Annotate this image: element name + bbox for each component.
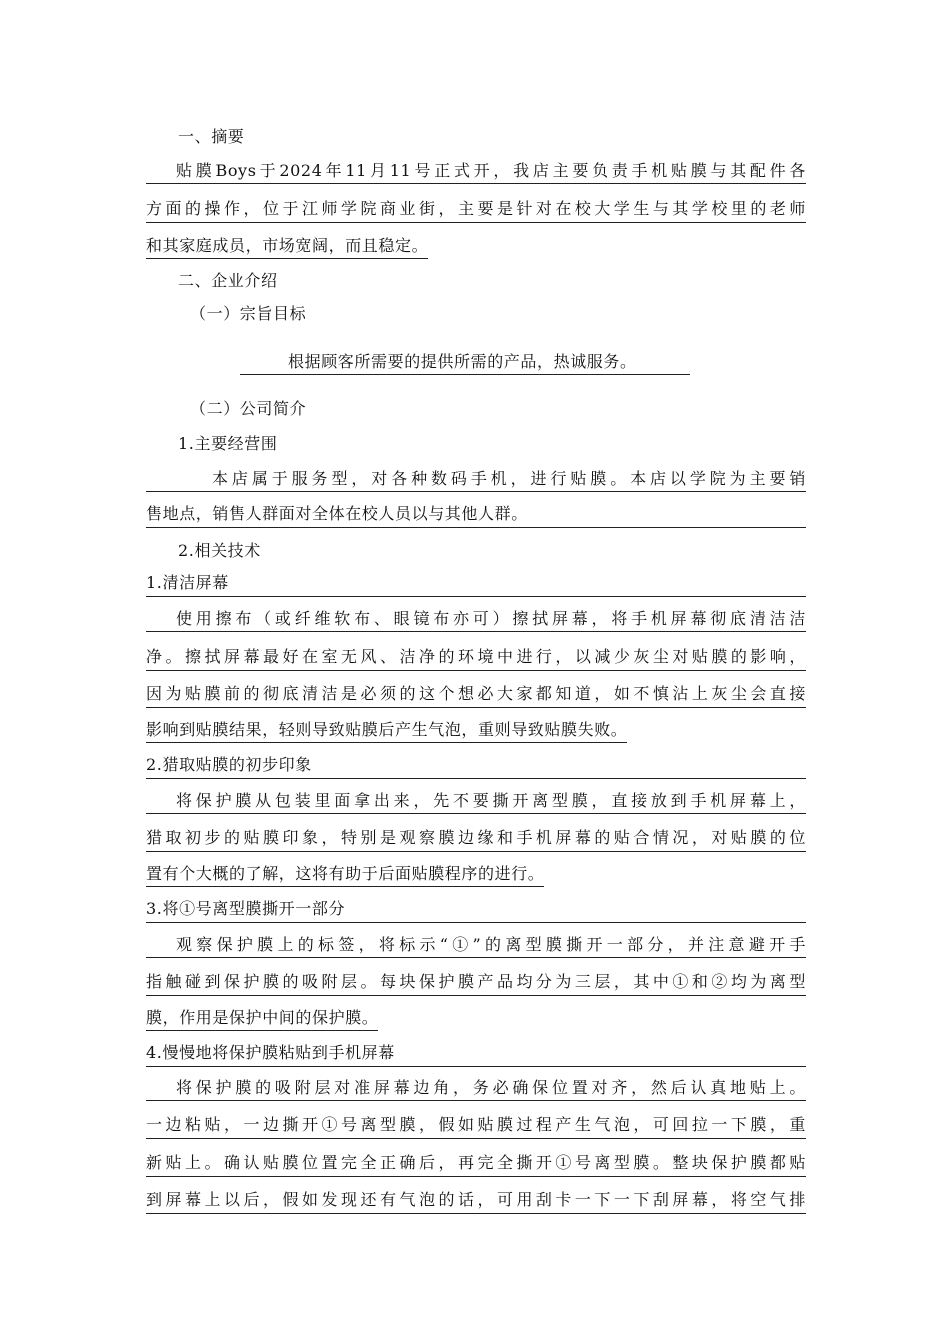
- mission-text: 根据顾客所需要的提供所需的产品，热诚服务。: [240, 351, 690, 375]
- step4-line-1: 将保护膜的吸附层对准屏幕边角，务必确保位置对齐，然后认真地贴上。: [146, 1077, 806, 1101]
- scope-heading: 1.主要经营围: [178, 434, 278, 453]
- abstract-line-3: 和其家庭成员，市场宽阔，而且稳定。: [146, 235, 428, 259]
- scope-line-1: 本店属于服务型，对各种数码手机，进行贴膜。本店以学院为主要销: [146, 468, 806, 492]
- step4-line-2: 一边粘贴，一边撕开①号离型膜，假如贴膜过程产生气泡，可回拉一下膜，重: [146, 1114, 806, 1139]
- step2-line-1: 将保护膜从包装里面拿出来，先不要撕开离型膜，直接放到手机屏幕上，: [146, 790, 806, 814]
- tech-heading: 2.相关技术: [178, 541, 261, 560]
- step3-line-3: 膜，作用是保护中间的保护膜。: [146, 1007, 378, 1031]
- step1-line-4: 影响到贴膜结果，轻则导致贴膜后产生气泡，重则导致贴膜失败。: [146, 719, 627, 743]
- profile-heading: （二）公司简介: [190, 399, 307, 418]
- step1-line-1: 使用擦布（或纤维软布、眼镜布亦可）擦拭屏幕，将手机屏幕彻底清洁洁: [146, 608, 806, 632]
- step4-line-4: 到屏幕上以后，假如发现还有气泡的话，可用刮卡一下一下刮屏幕，将空气排: [146, 1189, 806, 1214]
- step1-heading: 1.清洁屏幕: [146, 572, 806, 597]
- abstract-line-1: 贴膜Boys于2024年11月11号正式开，我店主要负责手机贴膜与其配件各: [146, 160, 806, 184]
- step2-line-3: 置有个大概的了解，这将有助于后面贴膜程序的进行。: [146, 863, 544, 887]
- scope-line-2: 售地点，销售人群面对全体在校人员以与其他人群。: [146, 503, 806, 528]
- abstract-line-2: 方面的操作，位于江师学院商业街，主要是针对在校大学生与其学校里的老师: [146, 198, 806, 223]
- step2-heading: 2.猎取贴膜的初步印象: [146, 754, 806, 779]
- step1-line-3: 因为贴膜前的彻底清洁是必须的这个想必大家都知道，如不慎沾上灰尘会直接: [146, 683, 806, 708]
- company-intro-heading: 二、企业介绍: [178, 271, 278, 290]
- step4-line-3: 新贴上。确认贴膜位置完全正确后，再完全撕开①号离型膜。整块保护膜都贴: [146, 1152, 806, 1177]
- mission-heading: （一）宗旨目标: [190, 304, 307, 323]
- step2-line-2: 猎取初步的贴膜印象，特别是观察膜边缘和手机屏幕的贴合情况，对贴膜的位: [146, 827, 806, 852]
- step4-heading: 4.慢慢地将保护膜粘贴到手机屏幕: [146, 1042, 806, 1067]
- step1-line-2: 净。擦拭屏幕最好在室无风、洁净的环境中进行，以减少灰尘对贴膜的影响，: [146, 646, 806, 671]
- step3-heading: 3.将①号离型膜撕开一部分: [146, 898, 806, 923]
- abstract-heading: 一、摘要: [178, 127, 245, 146]
- step3-line-2: 指触碰到保护膜的吸附层。每块保护膜产品均分为三层，其中①和②均为离型: [146, 971, 806, 996]
- step3-line-1: 观察保护膜上的标签，将标示“①”的离型膜撕开一部分，并注意避开手: [146, 934, 806, 958]
